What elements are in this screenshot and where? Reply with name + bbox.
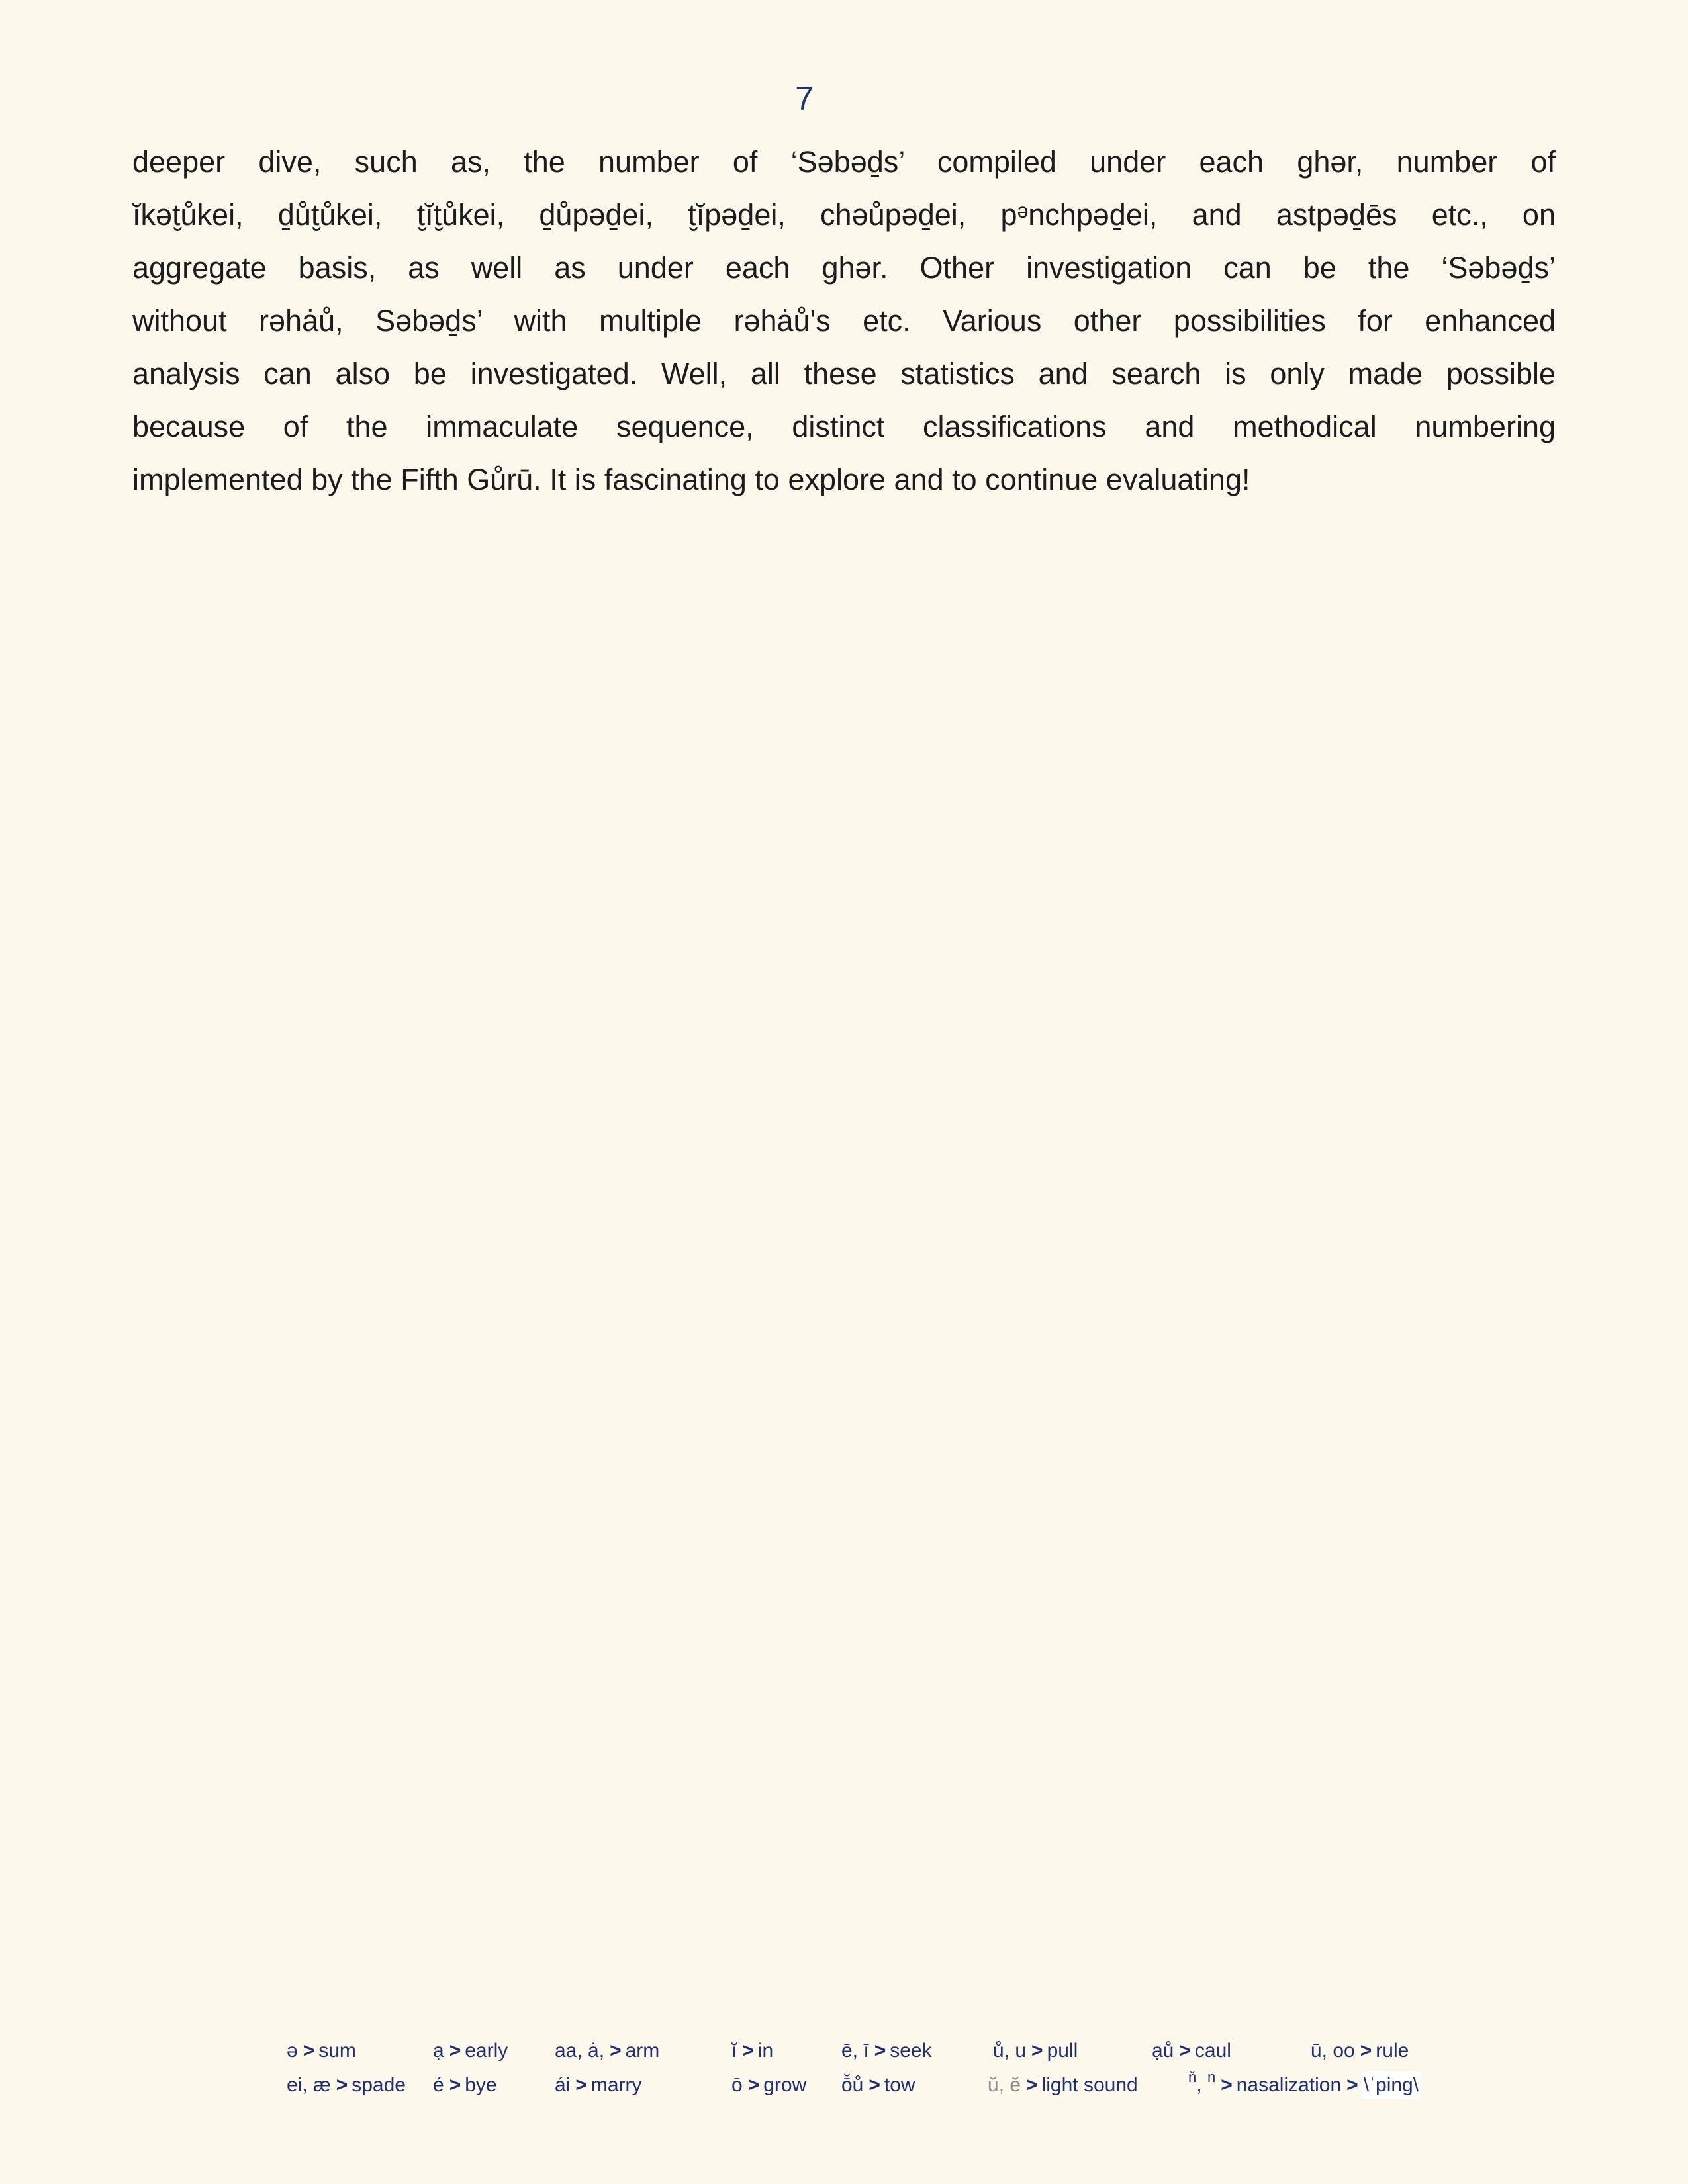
phonetic-symbol: aa, ȧ,: [555, 2040, 605, 2062]
arrow-separator: >: [336, 2074, 348, 2096]
phonetic-transcription: \ˈping\: [1362, 2071, 1420, 2099]
phonetic-symbol: ň: [1188, 2069, 1197, 2085]
phonetic-symbol: ē, ī: [841, 2040, 869, 2062]
example-word: sum: [318, 2040, 356, 2062]
arrow-separator: >: [1221, 2074, 1233, 2096]
phonetic-symbol: ĭ: [731, 2040, 737, 2062]
phonetic-symbol: ů, u: [993, 2040, 1027, 2062]
paragraph-line: aggregate basis, as well as under each ghər. Other investigation can be the ‘Səbəḏs’: [132, 251, 1556, 285]
arrow-separator: >: [742, 2040, 754, 2062]
pronunciation-entry: [988, 2074, 1138, 2097]
phonetic-symbol: ŭ, ĕ: [988, 2074, 1021, 2096]
page-number: 7: [795, 80, 814, 117]
arrow-separator: >: [1031, 2040, 1043, 2062]
pronunciation-entry: [287, 2040, 356, 2062]
paragraph-line: without rəhȧů, Səbəḏs’ with multiple rəhȧů's etc. Various other possibilities for enhanced: [132, 304, 1556, 338]
example-word: grow: [763, 2074, 807, 2096]
pronunciation-entry: [433, 2074, 497, 2097]
arrow-separator: >: [575, 2074, 587, 2096]
pronunciation-entry: [841, 2074, 915, 2097]
example-word: in: [757, 2040, 774, 2062]
arrow-separator: >: [1360, 2040, 1372, 2062]
phonetic-symbol: ạů: [1152, 2040, 1174, 2062]
example-word: bye: [465, 2074, 497, 2096]
example-word: rule: [1376, 2040, 1409, 2062]
phonetic-symbol: ái: [555, 2074, 571, 2096]
example-word: light sound: [1041, 2074, 1138, 2096]
pronunciation-entry: [555, 2040, 659, 2062]
example-word: spade: [352, 2074, 406, 2096]
pronunciation-entry: [1152, 2040, 1231, 2062]
arrow-separator: >: [449, 2074, 461, 2096]
example-word: early: [465, 2040, 508, 2062]
pronunciation-entry: [1311, 2040, 1409, 2062]
phonetic-symbol: ə: [287, 2040, 298, 2062]
arrow-separator: >: [303, 2040, 315, 2062]
paragraph-line: ĭkət̮ůkei, ḏůt̮ůkei, t̮ĭt̮ůkei, ḏůpəḏei, t̮ĭpəḏei, chəůpəḏei, pᵊnchpəḏei, and astpəḏēs etc., on: [132, 198, 1556, 232]
example-word: nasalization: [1236, 2074, 1342, 2096]
example-word: tow: [884, 2074, 915, 2096]
example-word: marry: [590, 2074, 642, 2096]
phonetic-symbol: é: [433, 2074, 444, 2096]
comma: ,: [1196, 2074, 1202, 2096]
pronunciation-entry: [841, 2040, 932, 2062]
example-word: caul: [1194, 2040, 1231, 2062]
pronunciation-entry: [993, 2040, 1078, 2062]
pronunciation-entry: [731, 2074, 806, 2097]
phonetic-symbol: ū, oo: [1311, 2040, 1355, 2062]
arrow-separator: >: [610, 2040, 622, 2062]
phonetic-symbol: ō: [731, 2074, 743, 2096]
phonetic-symbol: n: [1207, 2069, 1216, 2085]
arrow-separator: >: [1179, 2040, 1191, 2062]
body-paragraph: [132, 136, 1556, 506]
paragraph-line: implemented by the Fifth Gůrū. It is fascinating to explore and to continue evaluating!: [132, 463, 1250, 496]
phonetic-symbol: ei, æ: [287, 2074, 331, 2096]
example-word: pull: [1047, 2040, 1078, 2062]
arrow-separator: >: [874, 2040, 886, 2062]
paragraph-line: analysis can also be investigated. Well, all these statistics and search is only made possible: [132, 357, 1556, 390]
arrow-separator: >: [449, 2040, 461, 2062]
phonetic-symbol: ō̆ů: [841, 2074, 864, 2096]
arrow-separator: >: [1346, 2074, 1358, 2096]
example-word: arm: [625, 2040, 660, 2062]
paragraph-line: deeper dive, such as, the number of ‘Səbəḏs’ compiled under each ghər, number of: [132, 145, 1556, 179]
pronunciation-entry: [555, 2074, 642, 2097]
arrow-separator: >: [868, 2074, 880, 2096]
pronunciation-entry: [433, 2040, 508, 2062]
pronunciation-entry: [287, 2074, 406, 2097]
pronunciation-entry: [731, 2040, 773, 2062]
arrow-separator: >: [747, 2074, 760, 2096]
pronunciation-entry-nasalization: [1188, 2069, 1420, 2097]
arrow-separator: >: [1026, 2074, 1038, 2096]
paragraph-line: because of the immaculate sequence, distinct classifications and methodical numbering: [132, 410, 1556, 443]
phonetic-symbol: ạ: [433, 2040, 444, 2062]
example-word: seek: [890, 2040, 932, 2062]
